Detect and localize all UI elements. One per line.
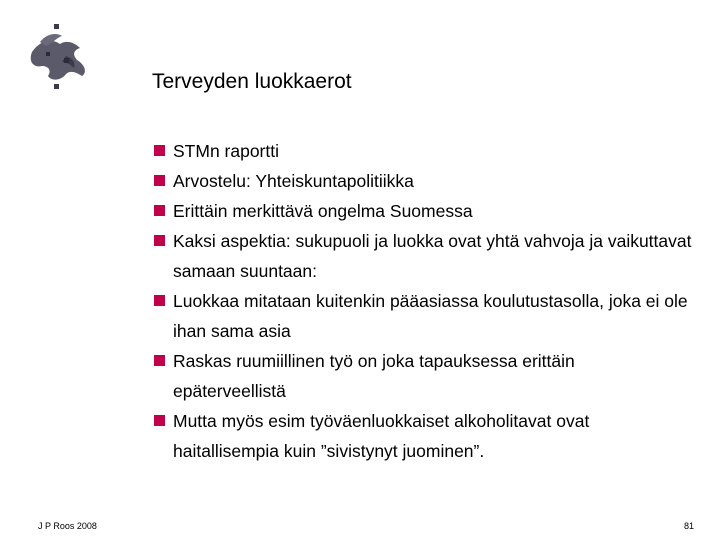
square-bullet-icon — [154, 415, 165, 426]
square-bullet-icon — [154, 355, 165, 366]
page-number: 81 — [683, 521, 694, 531]
bullet-item — [152, 196, 692, 226]
bullet-text: Luokkaa mitataan kuitenkin pääasiassa koulutustasolla, joka ei ole ihan sama asia — [173, 291, 688, 341]
bullet-text: Erittäin merkittävä ongelma Suomessa — [173, 201, 473, 221]
square-bullet-icon — [154, 235, 165, 246]
square-bullet-icon — [154, 295, 165, 306]
bullet-text: Kaksi aspektia: sukupuoli ja luokka ovat yhtä vahvoja ja vaikuttavat samaan suuntaan: — [173, 231, 692, 281]
square-bullet-icon — [154, 205, 165, 216]
bullet-item — [152, 346, 692, 406]
footer-author: J P Roos 2008 — [38, 521, 97, 531]
bullet-item — [152, 286, 692, 346]
bullet-text: Arvostelu: Yhteiskuntapolitiikka — [173, 171, 414, 191]
square-bullet-icon — [154, 145, 165, 156]
bullet-text: Raskas ruumiillinen työ on joka tapauksessa erittäin epäterveellistä — [173, 351, 575, 401]
bullet-item — [152, 226, 692, 286]
bullet-text: Mutta myös esim työväenluokkaiset alkoholitavat ovat haitallisempia kuin ”sivistynyt juominen”. — [173, 411, 590, 461]
bullet-text: STMn raportti — [173, 141, 279, 161]
bullet-item — [152, 166, 692, 196]
bullet-item — [152, 136, 692, 166]
bullet-list — [152, 136, 692, 466]
helsinki-university-logo-icon — [22, 22, 92, 97]
square-bullet-icon — [154, 175, 165, 186]
slide-title: Terveyden luokkaerot — [152, 70, 352, 93]
bullet-item — [152, 406, 692, 466]
